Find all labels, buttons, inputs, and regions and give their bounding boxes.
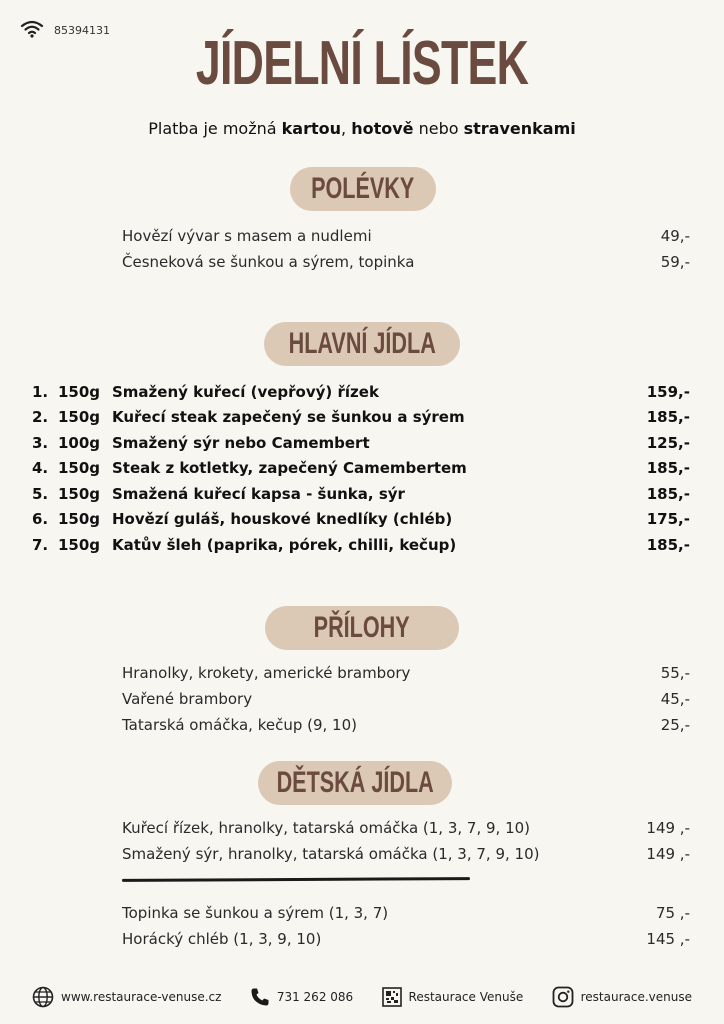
list-item bbox=[32, 379, 690, 405]
qr-code-icon bbox=[382, 987, 402, 1007]
item-name: Kuřecí steak zapečený se šunkou a sýrem bbox=[112, 408, 465, 427]
footer-qr bbox=[382, 987, 524, 1007]
soups-heading bbox=[290, 167, 436, 211]
list-item bbox=[32, 532, 690, 558]
item-price: 185,- bbox=[646, 484, 690, 503]
item-price: 25,- bbox=[660, 716, 690, 734]
kids-heading-text: DĚTSKÁ JÍDLA bbox=[276, 766, 434, 799]
item-name: Hranolky, krokety, americké brambory bbox=[122, 664, 411, 682]
instagram-handle[interactable]: restaurace.venuse bbox=[580, 990, 692, 1004]
payment-comma: , bbox=[341, 119, 352, 138]
item-weight: 150g bbox=[58, 408, 101, 427]
item-name: Smažený sýr nebo Camembert bbox=[112, 433, 370, 452]
qr-label: Restaurace Venuše bbox=[408, 990, 524, 1004]
footer bbox=[32, 986, 692, 1008]
item-name: Hovězí guláš, houskové knedlíky (chléb) bbox=[112, 510, 453, 529]
list-item bbox=[32, 456, 690, 482]
kids-list bbox=[122, 815, 690, 867]
sides-heading bbox=[265, 606, 459, 650]
list-item bbox=[122, 660, 690, 686]
payment-mid: nebo bbox=[413, 119, 464, 138]
item-name: Hovězí vývar s masem a nudlemi bbox=[122, 227, 372, 245]
list-item bbox=[32, 430, 690, 456]
website-link[interactable]: www.restaurace-venuse.cz bbox=[61, 990, 222, 1004]
list-item bbox=[122, 686, 690, 712]
section-divider bbox=[122, 877, 470, 882]
list-item bbox=[32, 405, 690, 431]
item-price: 45,- bbox=[660, 690, 690, 708]
item-weight: 150g bbox=[58, 535, 101, 554]
payment-vouchers: stravenkami bbox=[463, 119, 576, 138]
phone-number[interactable]: 731 262 086 bbox=[276, 990, 354, 1004]
item-price: 145 ,- bbox=[646, 930, 690, 948]
soups-heading-text: POLÉVKY bbox=[311, 172, 415, 205]
list-item bbox=[122, 223, 690, 249]
payment-card: kartou bbox=[281, 119, 342, 138]
list-item bbox=[122, 249, 690, 275]
item-number: 1. bbox=[32, 382, 49, 401]
item-price: 185,- bbox=[646, 535, 690, 554]
footer-website[interactable] bbox=[32, 986, 221, 1008]
list-item bbox=[32, 481, 690, 507]
item-name: Smažená kuřecí kapsa - šunka, sýr bbox=[112, 484, 405, 503]
item-weight: 150g bbox=[58, 459, 101, 478]
wifi-info bbox=[20, 20, 110, 41]
globe-icon bbox=[32, 986, 54, 1008]
footer-instagram[interactable] bbox=[552, 986, 692, 1008]
item-name: Topinka se šunkou a sýrem (1, 3, 7) bbox=[122, 904, 389, 922]
wifi-icon bbox=[20, 20, 44, 41]
item-price: 55,- bbox=[660, 664, 690, 682]
item-price: 185,- bbox=[646, 459, 690, 478]
item-price: 75 ,- bbox=[655, 904, 690, 922]
list-item bbox=[122, 712, 690, 738]
instagram-icon bbox=[552, 986, 574, 1008]
item-weight: 150g bbox=[58, 484, 101, 503]
extras-list bbox=[122, 900, 690, 952]
list-item bbox=[122, 841, 690, 867]
footer-phone[interactable] bbox=[250, 987, 353, 1007]
sides-list bbox=[122, 660, 690, 738]
item-number: 2. bbox=[32, 408, 49, 427]
item-name: Vařené brambory bbox=[122, 690, 253, 708]
item-number: 5. bbox=[32, 484, 49, 503]
payment-cash: hotově bbox=[351, 119, 414, 138]
list-item bbox=[32, 507, 690, 533]
page-title: JÍDELNÍ LÍSTEK bbox=[195, 29, 529, 98]
item-name: Horácký chléb (1, 3, 9, 10) bbox=[122, 930, 322, 948]
item-number: 3. bbox=[32, 433, 49, 452]
item-price: 125,- bbox=[646, 433, 690, 452]
item-name: Česneková se šunkou a sýrem, topinka bbox=[122, 253, 415, 271]
item-price: 159,- bbox=[646, 382, 690, 401]
item-price: 185,- bbox=[646, 408, 690, 427]
item-weight: 150g bbox=[58, 382, 101, 401]
mains-heading-text: HLAVNÍ JÍDLA bbox=[288, 327, 436, 360]
item-name: Steak z kotletky, zapečený Camembertem bbox=[112, 459, 467, 478]
list-item bbox=[122, 926, 690, 952]
payment-info bbox=[0, 119, 724, 138]
soups-list bbox=[122, 223, 690, 275]
item-price: 175,- bbox=[646, 510, 690, 529]
item-price: 59,- bbox=[660, 253, 690, 271]
item-price: 49,- bbox=[660, 227, 690, 245]
list-item bbox=[122, 900, 690, 926]
item-name: Katův šleh (paprika, pórek, chilli, kečup) bbox=[112, 535, 457, 554]
item-price: 149 ,- bbox=[646, 819, 690, 837]
list-item bbox=[122, 815, 690, 841]
mains-list bbox=[32, 379, 690, 558]
kids-heading bbox=[258, 761, 452, 805]
item-name: Smažený kuřecí (vepřový) řízek bbox=[112, 382, 379, 401]
item-price: 149 ,- bbox=[646, 845, 690, 863]
payment-prefix: Platba je možná bbox=[148, 119, 282, 138]
item-number: 6. bbox=[32, 510, 49, 529]
item-number: 7. bbox=[32, 535, 49, 554]
item-name: Kuřecí řízek, hranolky, tatarská omáčka (1, 3, 7, 9, 10) bbox=[122, 819, 531, 837]
wifi-code: 85394131 bbox=[54, 24, 110, 37]
sides-heading-text: PŘÍLOHY bbox=[313, 611, 411, 644]
item-name: Smažený sýr, hranolky, tatarská omáčka (1, 3, 7, 9, 10) bbox=[122, 845, 540, 863]
item-number: 4. bbox=[32, 459, 49, 478]
item-name: Tatarská omáčka, kečup (9, 10) bbox=[122, 716, 357, 734]
mains-heading bbox=[264, 322, 460, 366]
item-weight: 150g bbox=[58, 510, 101, 529]
item-weight: 100g bbox=[58, 433, 101, 452]
phone-icon bbox=[250, 987, 270, 1007]
